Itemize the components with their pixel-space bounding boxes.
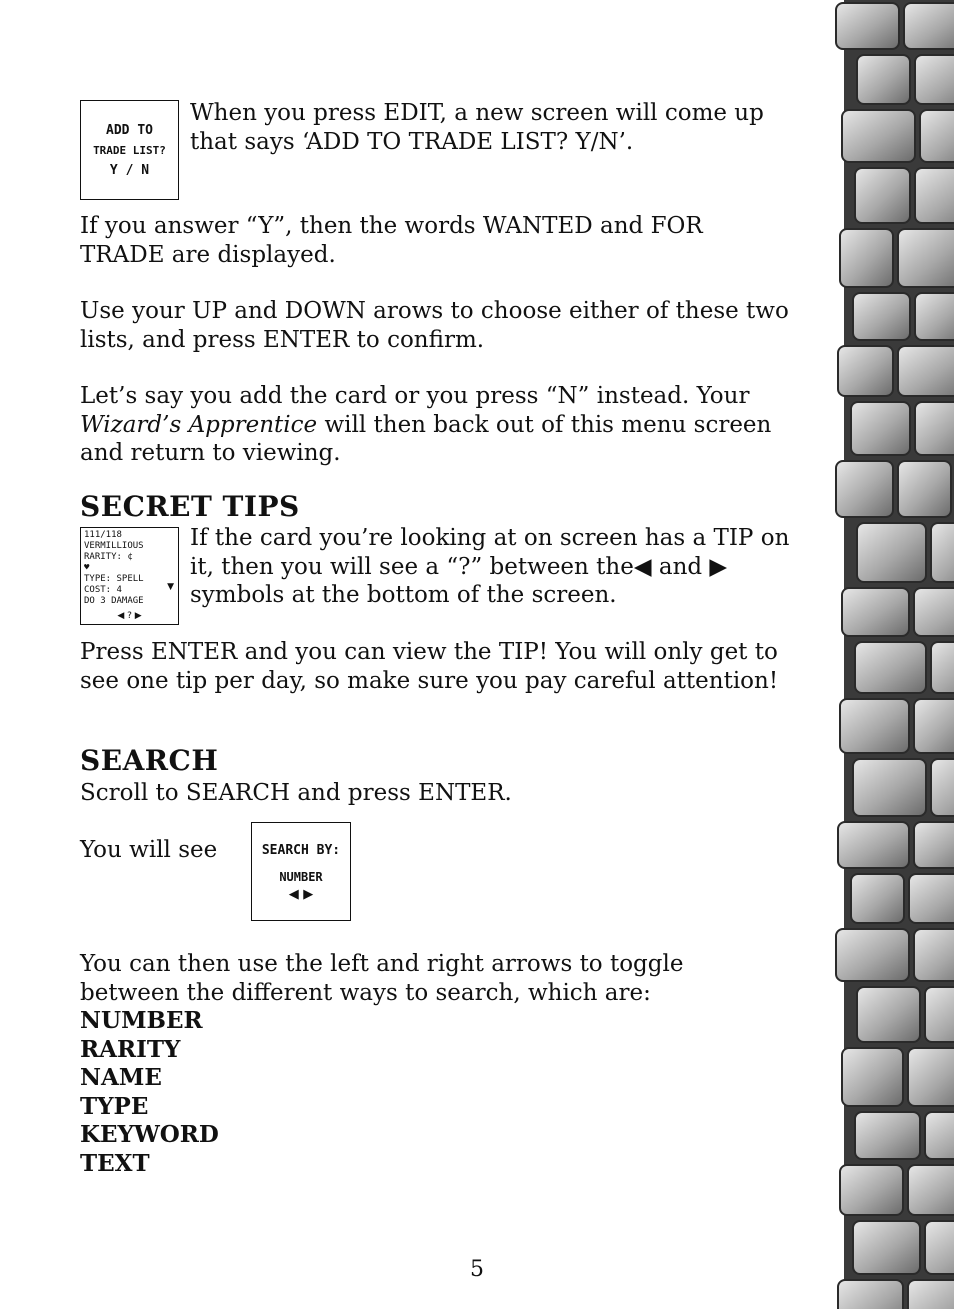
search-nav-arrows: ◀ ▶ xyxy=(288,887,314,902)
paragraph-tip xyxy=(190,524,820,610)
stone-block xyxy=(842,588,909,636)
paragraph-scroll: Scroll to SEARCH and press ENTER. xyxy=(80,780,512,806)
lcd-line: NUMBER xyxy=(279,870,323,884)
lcd-line: DO 3 DAMAGE xyxy=(84,596,144,606)
stone-block xyxy=(898,346,954,396)
stone-block xyxy=(857,987,920,1042)
stone-block xyxy=(851,874,904,923)
list-item: TYPE xyxy=(80,1092,149,1120)
stone-block xyxy=(838,1280,903,1309)
search-by-screen xyxy=(251,822,351,921)
paragraph-lets-say xyxy=(80,382,810,468)
lcd-line: TYPE: SPELL xyxy=(84,574,144,584)
stone-block xyxy=(842,1048,903,1106)
product-name: Wizard’s Apprentice xyxy=(80,411,318,438)
stone-block xyxy=(857,523,926,582)
stone-block xyxy=(908,1048,954,1106)
stone-block xyxy=(836,461,893,517)
paragraph-answer-y: If you answer “Y”, then the words WANTED and FOR TRADE are displayed. xyxy=(80,213,703,268)
card-info-screen xyxy=(80,527,179,625)
list-item: NAME xyxy=(80,1064,162,1091)
list-item: RARITY xyxy=(80,1035,181,1063)
stone-block xyxy=(836,929,909,981)
stone-block xyxy=(931,759,954,816)
stone-block xyxy=(904,3,954,49)
left-arrow-icon: ◀ xyxy=(633,553,652,580)
stone-block xyxy=(838,822,909,868)
stone-block xyxy=(925,987,954,1042)
stone-block xyxy=(915,55,954,104)
stone-block xyxy=(908,1165,954,1215)
paragraph-press-enter: Press ENTER and you can view the TIP! You will only get to see one tip per day, so make sure you pay careful attention! xyxy=(80,639,779,694)
text-span: will then back out of this menu screen and return to viewing. xyxy=(80,411,772,466)
stone-block xyxy=(914,699,954,753)
page-number: 5 xyxy=(470,1257,484,1282)
search-options-list xyxy=(80,1007,219,1178)
stone-block xyxy=(836,3,899,49)
lcd-line: ADD TO xyxy=(106,123,153,138)
text-span: If the card you’re looking at on screen has a TIP on it, then you will see a “?” between the xyxy=(190,525,790,580)
stone-block xyxy=(915,168,954,223)
paragraph-you-will-see: You will see xyxy=(80,837,218,863)
text-span: symbols at the bottom of the screen. xyxy=(190,582,617,608)
stone-block xyxy=(908,1280,954,1309)
stone-block xyxy=(898,461,951,517)
list-item: KEYWORD xyxy=(80,1121,219,1148)
stone-block xyxy=(842,110,915,162)
heading-secret-tips: SECRET TIPS xyxy=(80,490,300,523)
heading-search: SEARCH xyxy=(80,744,219,777)
stone-block xyxy=(855,642,926,693)
stone-block xyxy=(920,110,954,162)
stone-block xyxy=(914,588,954,636)
lcd-line: COST: 4 xyxy=(84,585,122,595)
scroll-down-icon: ▼ xyxy=(167,582,174,592)
stone-block xyxy=(853,293,910,340)
stone-block xyxy=(851,402,910,455)
stone-wall-border xyxy=(826,0,954,1309)
paragraph-up-down: Use your UP and DOWN arows to choose either of these two lists, and press ENTER to confirm. xyxy=(80,298,789,353)
stone-block xyxy=(855,168,910,223)
lcd-line: 111/118 xyxy=(84,530,122,540)
lcd-line: Y / N xyxy=(109,163,150,178)
stone-block xyxy=(853,759,926,816)
stone-block xyxy=(840,229,893,287)
stone-block xyxy=(915,402,954,455)
stone-block xyxy=(840,1165,903,1215)
stone-block xyxy=(840,699,909,753)
paragraph-toggle: You can then use the left and right arrows to toggle between the different ways to search, which are: xyxy=(80,951,684,1006)
stone-block xyxy=(838,346,893,396)
add-to-trade-list-screen xyxy=(80,100,179,200)
lcd-line: TRADE LIST? xyxy=(93,144,166,157)
stone-block xyxy=(914,929,954,981)
stone-block xyxy=(925,1112,954,1159)
stone-block xyxy=(855,1112,920,1159)
lcd-line: SEARCH BY: xyxy=(261,843,341,858)
lcd-line: VERMILLIOUS xyxy=(84,541,144,551)
list-item: NUMBER xyxy=(80,1007,203,1034)
stone-block xyxy=(915,293,954,340)
text-span: and xyxy=(651,553,710,580)
stone-block xyxy=(931,642,954,693)
stone-block xyxy=(898,229,954,287)
stone-block xyxy=(931,523,954,582)
paragraph-edit: When you press EDIT, a new screen will come up that says ‘ADD TO TRADE LIST? Y/N’. xyxy=(190,100,764,155)
stone-block xyxy=(909,874,954,923)
text-span: Let’s say you add the card or you press “N” instead. Your xyxy=(80,383,750,409)
stone-block xyxy=(914,822,954,868)
stone-block xyxy=(857,55,910,104)
tip-nav-indicator: ◀ ? ▶ xyxy=(117,611,142,621)
right-arrow-icon: ▶ xyxy=(709,553,728,580)
lcd-line: RARITY: ¢ xyxy=(84,552,133,562)
list-item: TEXT xyxy=(80,1149,150,1177)
heart-icon: ♥ xyxy=(84,563,90,573)
